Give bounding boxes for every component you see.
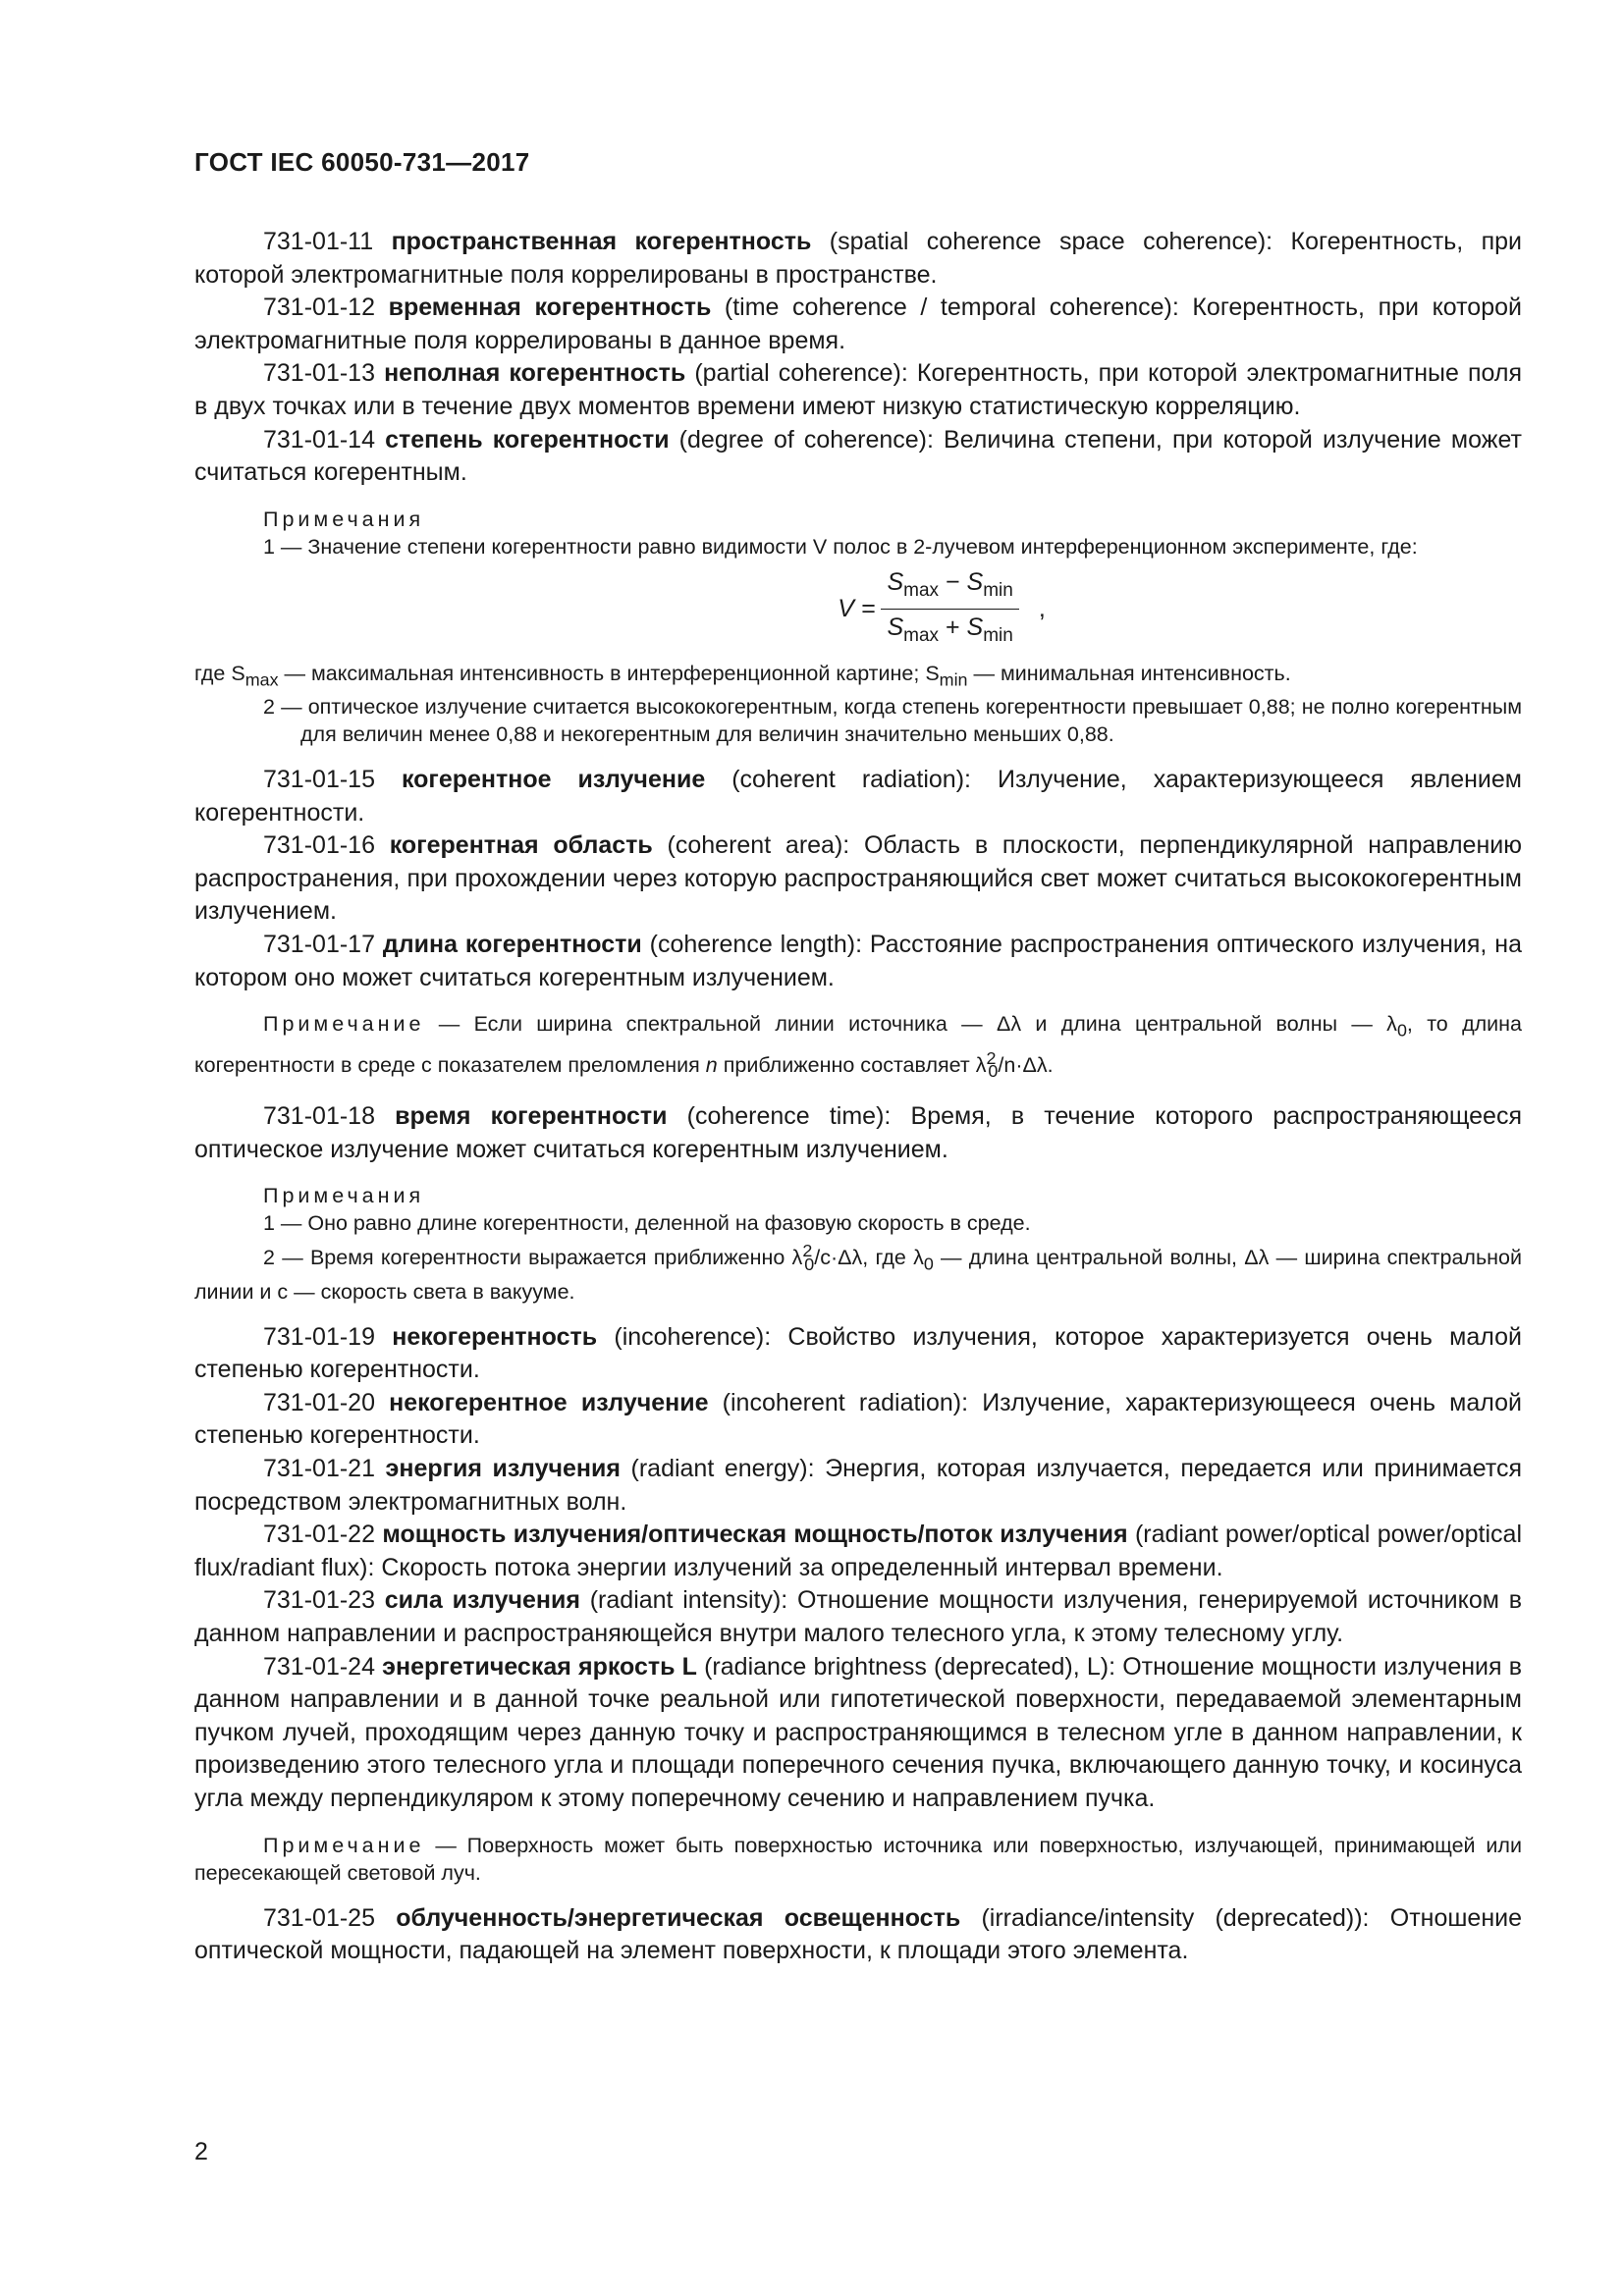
where-text: где S (194, 661, 245, 685)
symbol-s: S (887, 613, 904, 641)
term-title: временная когерентность (388, 294, 712, 322)
subscript: 0 (1396, 1020, 1407, 1041)
term-entry-24 (194, 1651, 1522, 1816)
term-title: сила излучения (384, 1586, 580, 1615)
note-radiance (194, 1832, 1522, 1887)
term-entry-16 (194, 829, 1522, 929)
formula-comma: , (1038, 595, 1046, 623)
superscript: 2 (986, 1047, 997, 1068)
notes-heading: Примечания (263, 1184, 425, 1208)
subscript: 0 (988, 1060, 999, 1081)
note-text: — Поверхность может быть поверхностью источника или поверхностью, излучающей, принимающей или пересекающей световой луч. (194, 1833, 1522, 1885)
term-definition: (radiance brightness (deprecated), L): Отношение мощности излучения в данном направлении и в данной точке реальной или гипотетической поверхности, передаваемой элементарным пучком лучей, проходящим через данную точку и распространяющимся в телесном угле в данном направлении, к произведению этого телесного угла и площади поперечного сечения пучка, включающего данную точку, и косинуса угла между перпендикуляром к этому поперечному сечению и направлением пучка. (194, 1652, 1522, 1812)
term-title: длина когерентности (382, 931, 642, 959)
term-entry-12 (194, 292, 1522, 357)
term-entry-19 (194, 1321, 1522, 1387)
term-number: 731-01-20 (263, 1388, 375, 1416)
term-definition: (degree of coherence): Величина степени, при которой излучение может считаться когерентным. (194, 425, 1522, 487)
term-title: некогерентное излучение (389, 1388, 709, 1416)
term-title: неполная когерентность (384, 359, 686, 388)
visibility-formula (361, 568, 1522, 650)
term-definition: (time coherence / temporal coherence): Когерентность, при которой электромагнитные поля коррелированы в данное время. (194, 294, 1522, 354)
note-text: — длина центральной волны, Δλ — ширина спектральной линии и с — скорость света в вакууме. (194, 1246, 1522, 1304)
term-definition: (coherent area): Область в плоскости, перпендикулярной направлению распространения, при прохождении через которую распространяющийся свет может считаться высококогерентным излучением. (194, 831, 1522, 926)
note-text: приближенно составляет λ (717, 1052, 987, 1077)
term-definition: (radiant intensity): Отношение мощности излучения, генерируемой источником в данном направлении и распространяющейся внутри малого телесного угла, к этому телесному углу. (194, 1586, 1522, 1647)
symbol-s: S (966, 613, 984, 641)
term-number: 731-01-17 (263, 931, 375, 959)
note-text: /n·Δλ. (998, 1052, 1054, 1077)
term-title: время когерентности (395, 1101, 668, 1130)
symbol-s: S (966, 567, 984, 596)
subscript: min (983, 624, 1013, 646)
term-number: 731-01-14 (263, 425, 375, 454)
term-title: степень когерентности (385, 425, 670, 454)
formula-denominator (881, 610, 1018, 650)
term-title: облученность/энергетическая освещенность (396, 1903, 961, 1932)
note-2: 2 — оптическое излучение считается высококогерентным, когда степень когерентности превышает 0,88; не полно когерентным для величин менее 0,88 и некогерентным для величин значительно меньших 0,88. (263, 695, 1522, 747)
term-number: 731-01-11 (263, 228, 374, 255)
term-title: некогерентность (392, 1322, 598, 1351)
subscript: 0 (923, 1254, 934, 1274)
term-definition: (incoherence): Свойство излучения, которое характеризуется очень малой степенью когерентности. (194, 1322, 1522, 1384)
term-title: пространственная когерентность (391, 228, 812, 255)
subscript: max (244, 669, 279, 690)
where-text: — максимальная интенсивность в интерференционной картине; S (278, 661, 940, 685)
minus-sign: − (939, 567, 967, 596)
superscript: 2 (802, 1241, 813, 1261)
symbol-n: n (705, 1052, 718, 1077)
term-number: 731-01-23 (263, 1586, 375, 1615)
term-entry-21 (194, 1453, 1522, 1519)
term-entry-15 (194, 764, 1522, 829)
term-definition: (coherence length): Расстояние распространения оптического излучения, на котором оно может считаться когерентным излучением. (194, 931, 1522, 991)
term-title: энергетическая яркость L (382, 1652, 697, 1681)
note-1: 1 — Оно равно длине когерентности, деленной на фазовую скорость в среде. (263, 1211, 1031, 1236)
term-entry-17 (194, 929, 1522, 994)
term-entry-13 (194, 357, 1522, 423)
term-title: мощность излучения/оптическая мощность/поток излучения (382, 1521, 1128, 1549)
formula-lhs: V = (838, 595, 876, 623)
notes-coherence-time (194, 1182, 1522, 1305)
term-number: 731-01-15 (263, 766, 375, 794)
subscript: min (983, 579, 1013, 601)
term-number: 731-01-12 (263, 294, 375, 322)
note-text: /c·Δλ, где λ (814, 1246, 924, 1270)
note-1: 1 — Значение степени когерентности равно видимости V полос в 2-лучевом интерференционном эксперименте, где: (263, 534, 1418, 559)
term-number: 731-01-19 (263, 1322, 375, 1351)
term-entry-23 (194, 1584, 1522, 1650)
standard-header: ГОСТ IEC 60050-731—2017 (194, 147, 530, 177)
term-number: 731-01-22 (263, 1521, 375, 1549)
page-content (194, 226, 1522, 1968)
term-number: 731-01-16 (263, 831, 375, 860)
term-definition: (coherent radiation): Излучение, характеризующееся явлением когерентности. (194, 766, 1522, 827)
term-definition: (irradiance/intensity (deprecated)): Отношение оптической мощности, падающей на элемент поверхности, к площади этого элемента. (194, 1903, 1522, 1965)
note-label: Примечание (263, 1012, 425, 1037)
term-number: 731-01-25 (263, 1903, 375, 1932)
note-coherence-length (194, 1010, 1522, 1085)
term-definition: (incoherent radiation): Излучение, характеризующееся очень малой степенью когерентности. (194, 1388, 1522, 1450)
term-definition: (coherence time): Время, в течение которого распространяющееся оптическое излучение может считаться когерентным излучением. (194, 1101, 1523, 1163)
formula-numerator (881, 568, 1018, 610)
term-definition: (radiant energy): Энергия, которая излучается, передается или принимается посредством электромагнитных волн. (194, 1454, 1522, 1516)
note-label: Примечание (263, 1833, 425, 1857)
term-entry-22 (194, 1519, 1522, 1584)
note-text: 2 — Время когерентности выражается приближенно λ (263, 1246, 803, 1270)
formula-fraction (881, 568, 1018, 650)
subscript: max (903, 579, 940, 601)
term-title: когерентная область (389, 831, 653, 860)
term-title: когерентное излучение (401, 766, 706, 794)
subscript: 0 (804, 1254, 815, 1274)
note-text: — Если ширина спектральной линии источника — Δλ и длина центральной волны — λ (424, 1012, 1397, 1037)
term-number: 731-01-21 (263, 1454, 375, 1482)
plus-sign: + (939, 613, 967, 641)
notes-heading: Примечания (263, 507, 425, 531)
page-number: 2 (194, 2138, 208, 2165)
symbol-s: S (887, 567, 904, 596)
term-number: 731-01-13 (263, 359, 375, 388)
term-definition: (partial coherence): Когерентность, при которой электромагнитные поля в двух точках или в течение двух моментов времени имеют низкую статистическую корреляцию. (194, 359, 1522, 420)
notes-degree-of-coherence (194, 506, 1522, 748)
term-entry-20 (194, 1387, 1522, 1453)
note-text: , то длина когерентности в среде с показателем преломления (194, 1012, 1522, 1077)
term-number: 731-01-18 (263, 1101, 375, 1130)
formula-where (194, 660, 1522, 693)
term-title: энергия излучения (385, 1454, 621, 1482)
term-number: 731-01-24 (263, 1652, 375, 1681)
subscript: max (903, 624, 940, 646)
term-entry-14 (194, 424, 1522, 490)
term-entry-11 (194, 226, 1522, 292)
where-text: — минимальная интенсивность. (967, 661, 1291, 685)
subscript: min (939, 669, 968, 690)
term-definition: (radiant power/optical power/optical flux/radiant flux): Скорость потока энергии излучений за определенный интервал времени. (194, 1521, 1522, 1581)
term-definition: (spatial coherence space coherence): Когерентность, при которой электромагнитные поля коррелированы в пространстве. (194, 228, 1523, 289)
term-entry-18 (194, 1100, 1522, 1166)
term-entry-25 (194, 1902, 1522, 1968)
note-2 (194, 1237, 1522, 1305)
